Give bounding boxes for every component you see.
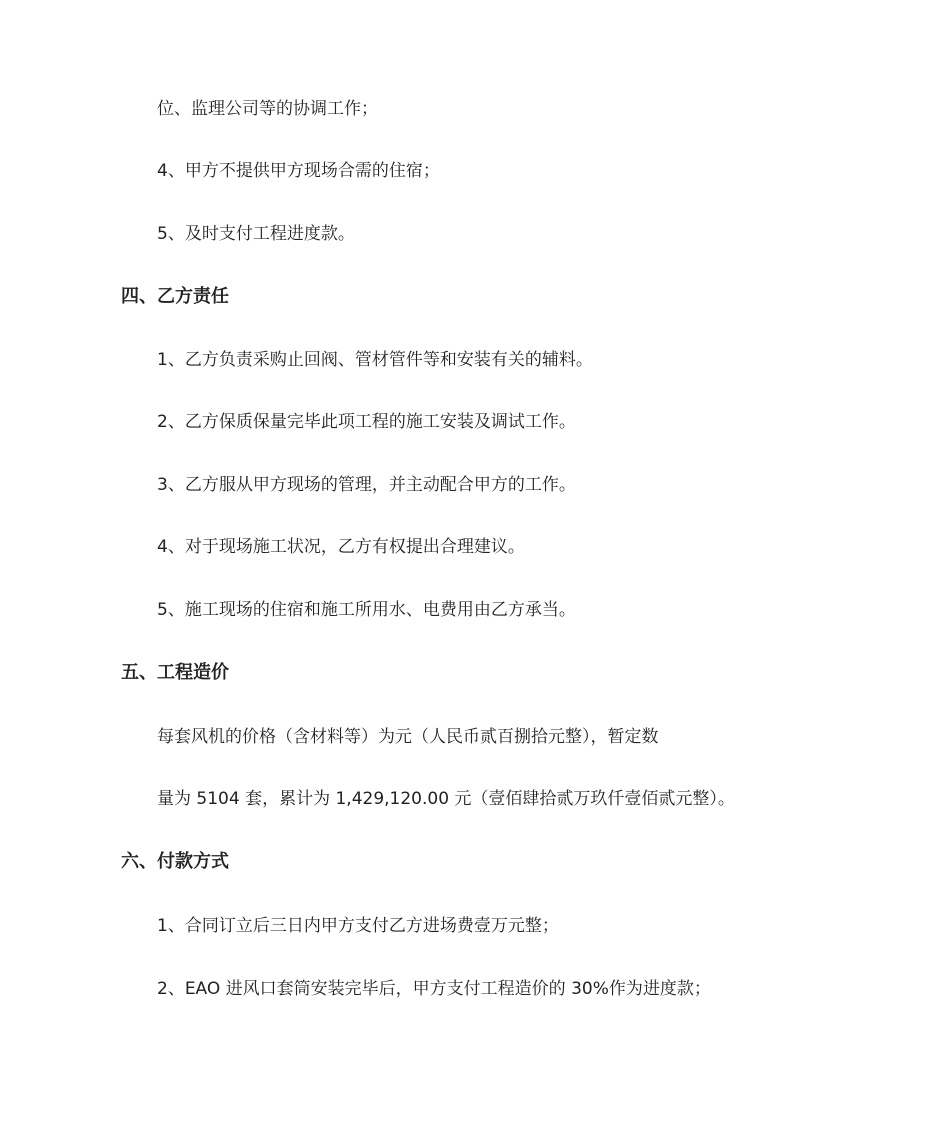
list-item: 2、EAO 进风口套筒安装完毕后，甲方支付工程造价的 30%作为进度款；	[157, 979, 711, 999]
section-heading-5: 五、工程造价	[121, 662, 229, 683]
list-item: 4、甲方不提供甲方现场合需的住宿；	[157, 161, 440, 181]
paragraph-line: 量为 5104 套，累计为 1,429,120.00 元（壹佰肆拾贰万玖仟壹佰贰元整）。	[157, 789, 735, 809]
list-item: 3、乙方服从甲方现场的管理，并主动配合甲方的工作。	[157, 475, 576, 495]
list-item: 4、对于现场施工状况，乙方有权提出合理建议。	[157, 537, 525, 557]
list-item: 5、及时支付工程进度款。	[157, 224, 355, 244]
list-item: 2、乙方保质保量完毕此项工程的施工安装及调试工作。	[157, 412, 576, 432]
paragraph-line: 每套风机的价格（含材料等）为元（人民币贰百捌拾元整），暂定数	[157, 727, 659, 747]
paragraph-line: 位、监理公司等的协调工作；	[157, 99, 378, 119]
list-item: 1、乙方负责采购止回阀、管材管件等和安装有关的辅料。	[157, 350, 593, 370]
section-heading-6: 六、付款方式	[121, 851, 229, 872]
list-item: 5、施工现场的住宿和施工所用水、电费用由乙方承当。	[157, 600, 576, 620]
list-item: 1、合同订立后三日内甲方支付乙方进场费壹万元整；	[157, 916, 559, 936]
section-heading-4: 四、乙方责任	[121, 286, 229, 307]
